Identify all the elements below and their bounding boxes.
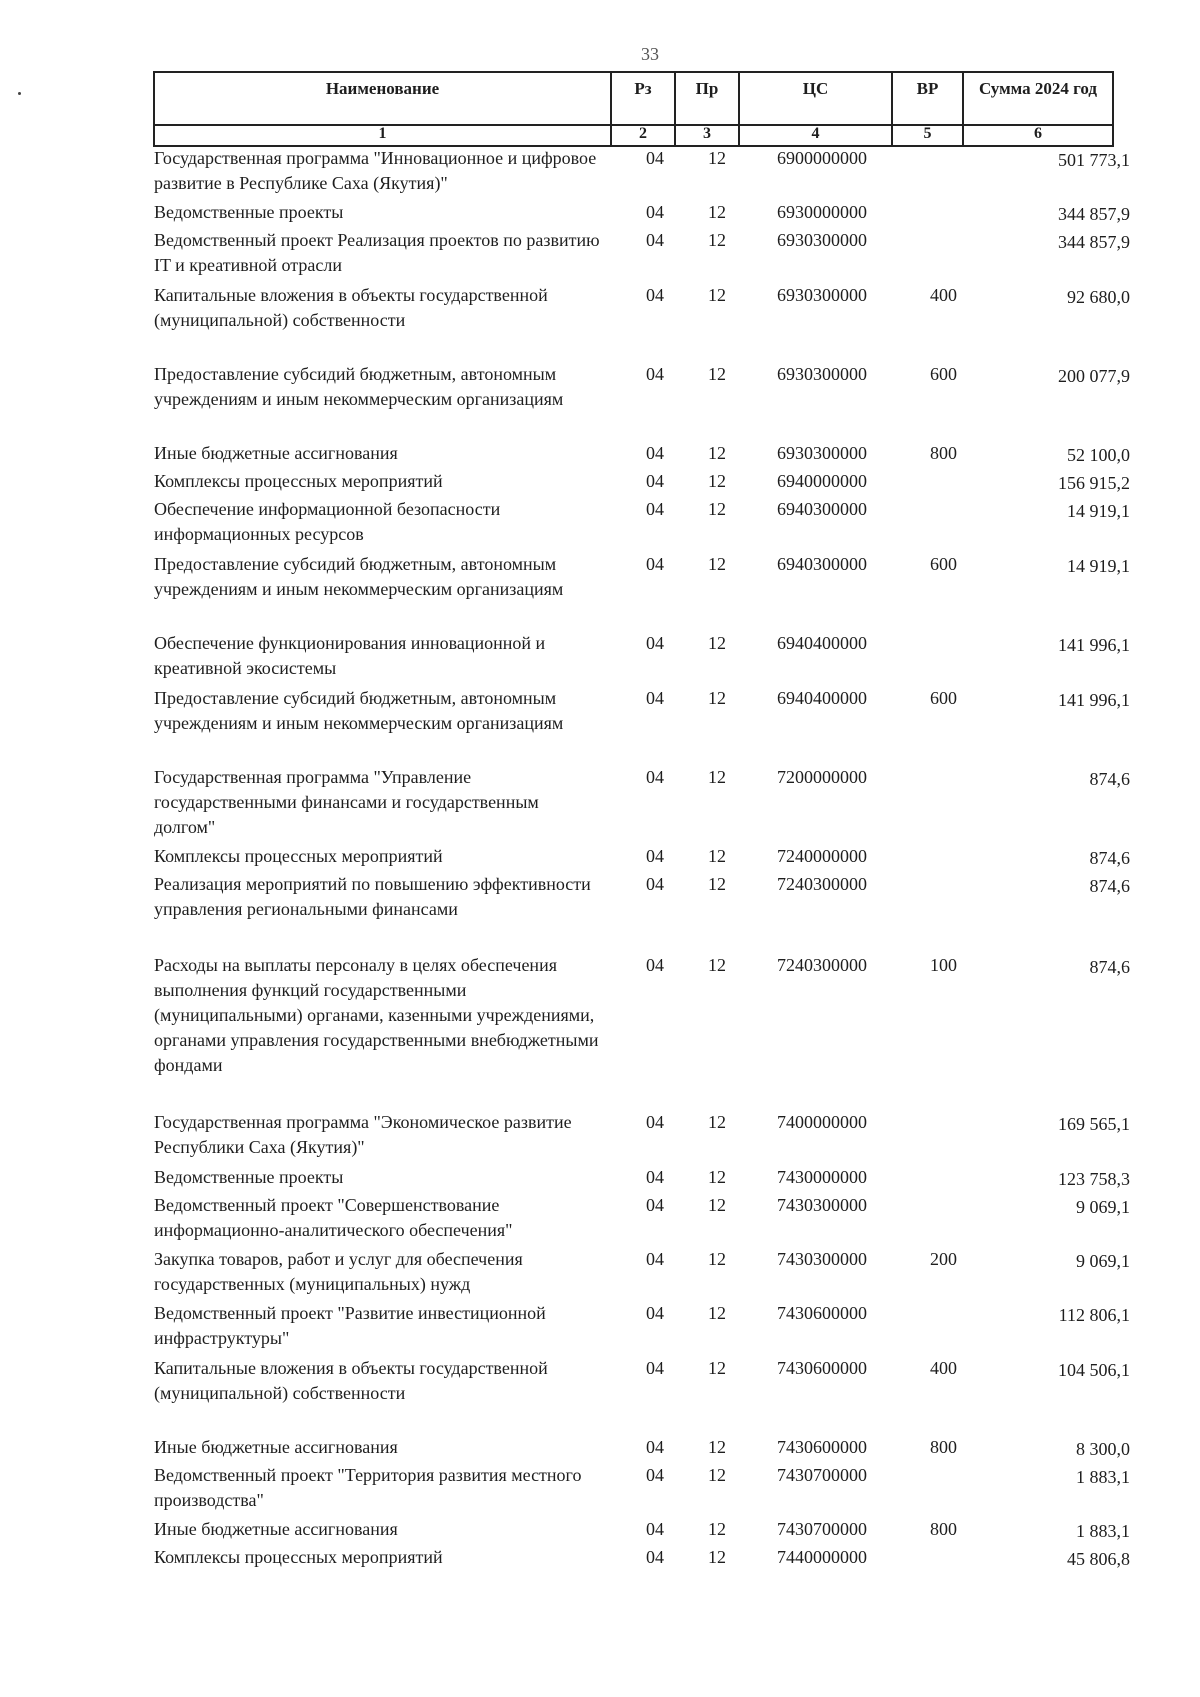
row-cs: 7240300000 <box>777 955 867 975</box>
row-name: Предоставление субсидий бюджетным, автономным учреждениям и иным некоммерческим организациям <box>154 554 564 599</box>
row-rz: 04 <box>646 1167 664 1187</box>
page-number: 33 <box>641 44 659 64</box>
row-sum: 501 773,1 <box>1058 150 1130 170</box>
row-rz: 04 <box>646 767 664 787</box>
row-pr: 12 <box>708 633 726 653</box>
row-rz: 04 <box>646 1303 664 1323</box>
row-name: Реализация мероприятий по повышению эффективности управления региональными финансами <box>154 874 591 919</box>
row-sum: 200 077,9 <box>1058 366 1130 386</box>
row-vr: 400 <box>930 1358 957 1378</box>
row-vr: 400 <box>930 285 957 305</box>
row-pr: 12 <box>708 285 726 305</box>
row-name: Иные бюджетные ассигнования <box>154 443 398 463</box>
row-sum: 141 996,1 <box>1058 635 1130 655</box>
row-pr: 12 <box>708 554 726 574</box>
row-sum: 123 758,3 <box>1058 1169 1130 1189</box>
row-rz: 04 <box>646 874 664 894</box>
row-pr: 12 <box>708 202 726 222</box>
row-vr: 600 <box>930 554 957 574</box>
row-rz: 04 <box>646 688 664 708</box>
row-cs: 7240300000 <box>777 874 867 894</box>
row-rz: 04 <box>646 955 664 975</box>
row-name: Комплексы процессных мероприятий <box>154 471 443 491</box>
row-vr: 800 <box>930 1437 957 1457</box>
row-rz: 04 <box>646 148 664 168</box>
row-cs: 7440000000 <box>777 1547 867 1567</box>
row-rz: 04 <box>646 202 664 222</box>
row-name: Государственная программа "Экономическое развитие Республики Саха (Якутия)" <box>154 1112 572 1157</box>
header-num-6: 6 <box>963 125 1113 146</box>
row-rz: 04 <box>646 846 664 866</box>
row-cs: 6940300000 <box>777 499 867 519</box>
row-rz: 04 <box>646 1195 664 1215</box>
row-vr: 600 <box>930 688 957 708</box>
row-cs: 7430600000 <box>777 1437 867 1457</box>
row-pr: 12 <box>708 1519 726 1539</box>
row-sum: 156 915,2 <box>1058 473 1130 493</box>
row-pr: 12 <box>708 1465 726 1485</box>
row-name: Ведомственный проект Реализация проектов по развитию IT и креативной отрасли <box>154 230 600 275</box>
row-sum: 9 069,1 <box>1076 1251 1130 1271</box>
header-num-5: 5 <box>892 125 963 146</box>
row-cs: 6930300000 <box>777 230 867 250</box>
row-sum: 874,6 <box>1089 848 1130 868</box>
row-rz: 04 <box>646 1519 664 1539</box>
row-name: Капитальные вложения в объекты государственной (муниципальной) собственности <box>154 285 548 330</box>
row-cs: 6940000000 <box>777 471 867 491</box>
row-name: Ведомственные проекты <box>154 202 344 222</box>
row-pr: 12 <box>708 767 726 787</box>
row-sum: 8 300,0 <box>1076 1439 1130 1459</box>
row-name: Капитальные вложения в объекты государственной (муниципальной) собственности <box>154 1358 548 1403</box>
row-cs: 6930300000 <box>777 364 867 384</box>
row-cs: 7430000000 <box>777 1167 867 1187</box>
row-rz: 04 <box>646 554 664 574</box>
row-rz: 04 <box>646 364 664 384</box>
row-cs: 6940400000 <box>777 688 867 708</box>
header-cs: ЦС <box>739 72 892 125</box>
row-cs: 7430600000 <box>777 1303 867 1323</box>
row-rz: 04 <box>646 499 664 519</box>
row-rz: 04 <box>646 1547 664 1567</box>
row-cs: 6930300000 <box>777 443 867 463</box>
header-num-3: 3 <box>675 125 739 146</box>
row-cs: 6940300000 <box>777 554 867 574</box>
row-sum: 1 883,1 <box>1076 1521 1130 1541</box>
header-pr: Пр <box>675 72 739 125</box>
row-name: Ведомственный проект "Совершенствование информационно-аналитического обеспечения" <box>154 1195 513 1240</box>
row-pr: 12 <box>708 874 726 894</box>
row-cs: 7430700000 <box>777 1465 867 1485</box>
row-cs: 7400000000 <box>777 1112 867 1132</box>
row-vr: 800 <box>930 443 957 463</box>
row-rz: 04 <box>646 1249 664 1269</box>
row-cs: 7430600000 <box>777 1358 867 1378</box>
row-pr: 12 <box>708 846 726 866</box>
row-pr: 12 <box>708 688 726 708</box>
row-pr: 12 <box>708 364 726 384</box>
row-vr: 800 <box>930 1519 957 1539</box>
row-rz: 04 <box>646 1358 664 1378</box>
row-pr: 12 <box>708 1303 726 1323</box>
row-rz: 04 <box>646 230 664 250</box>
header-num-4: 4 <box>739 125 892 146</box>
row-name: Расходы на выплаты персоналу в целях обеспечения выполнения функций государственными (муниципальными) органами, казенными учреждениями, органами управления государственными внебюджетными фондами <box>154 955 599 1075</box>
row-pr: 12 <box>708 471 726 491</box>
row-cs: 6900000000 <box>777 148 867 168</box>
row-sum: 112 806,1 <box>1058 1305 1130 1325</box>
row-pr: 12 <box>708 1547 726 1567</box>
row-pr: 12 <box>708 1249 726 1269</box>
row-sum: 874,6 <box>1089 876 1130 896</box>
row-cs: 6930000000 <box>777 202 867 222</box>
row-sum: 104 506,1 <box>1058 1360 1130 1380</box>
row-name: Предоставление субсидий бюджетным, автономным учреждениям и иным некоммерческим организациям <box>154 688 564 733</box>
row-cs: 7430300000 <box>777 1195 867 1215</box>
row-pr: 12 <box>708 230 726 250</box>
row-cs: 7430300000 <box>777 1249 867 1269</box>
row-name: Комплексы процессных мероприятий <box>154 846 443 866</box>
row-sum: 14 919,1 <box>1067 556 1130 576</box>
row-pr: 12 <box>708 499 726 519</box>
row-sum: 14 919,1 <box>1067 501 1130 521</box>
header-name: Наименование <box>154 72 611 125</box>
header-sum: Сумма 2024 год <box>963 72 1113 125</box>
row-pr: 12 <box>708 1358 726 1378</box>
row-name: Ведомственный проект "Территория развития местного производства" <box>154 1465 582 1510</box>
row-sum: 874,6 <box>1089 769 1130 789</box>
row-sum: 344 857,9 <box>1058 204 1130 224</box>
row-pr: 12 <box>708 1195 726 1215</box>
row-name: Закупка товаров, работ и услуг для обеспечения государственных (муниципальных) нужд <box>154 1249 523 1294</box>
row-vr: 600 <box>930 364 957 384</box>
row-pr: 12 <box>708 1167 726 1187</box>
row-rz: 04 <box>646 471 664 491</box>
row-name: Предоставление субсидий бюджетным, автономным учреждениям и иным некоммерческим организациям <box>154 364 564 409</box>
row-sum: 9 069,1 <box>1076 1197 1130 1217</box>
header-num-2: 2 <box>611 125 675 146</box>
header-vr: ВР <box>892 72 963 125</box>
header-rz: Рз <box>611 72 675 125</box>
row-sum: 92 680,0 <box>1067 287 1130 307</box>
row-pr: 12 <box>708 148 726 168</box>
header-num-1: 1 <box>154 125 611 146</box>
row-name: Иные бюджетные ассигнования <box>154 1437 398 1457</box>
row-name: Государственная программа "Инновационное и цифровое развитие в Республике Саха (Якутия)" <box>154 148 597 193</box>
row-rz: 04 <box>646 1112 664 1132</box>
row-sum: 169 565,1 <box>1058 1114 1130 1134</box>
row-sum: 141 996,1 <box>1058 690 1130 710</box>
row-rz: 04 <box>646 633 664 653</box>
row-name: Ведомственный проект "Развитие инвестиционной инфраструктуры" <box>154 1303 546 1348</box>
row-name: Государственная программа "Управление государственными финансами и государственным долгом" <box>154 767 539 837</box>
row-sum: 45 806,8 <box>1067 1549 1130 1569</box>
row-sum: 874,6 <box>1089 957 1130 977</box>
row-name: Комплексы процессных мероприятий <box>154 1547 443 1567</box>
row-cs: 7200000000 <box>777 767 867 787</box>
row-sum: 344 857,9 <box>1058 232 1130 252</box>
row-vr: 100 <box>930 955 957 975</box>
row-rz: 04 <box>646 285 664 305</box>
row-pr: 12 <box>708 955 726 975</box>
row-sum: 52 100,0 <box>1067 445 1130 465</box>
row-name: Обеспечение функционирования инновационной и креативной экосистемы <box>154 633 546 678</box>
row-rz: 04 <box>646 1465 664 1485</box>
row-cs: 6940400000 <box>777 633 867 653</box>
row-cs: 7240000000 <box>777 846 867 866</box>
row-pr: 12 <box>708 1112 726 1132</box>
row-pr: 12 <box>708 443 726 463</box>
row-vr: 200 <box>930 1249 957 1269</box>
row-pr: 12 <box>708 1437 726 1457</box>
row-name: Ведомственные проекты <box>154 1167 344 1187</box>
row-rz: 04 <box>646 443 664 463</box>
row-name: Иные бюджетные ассигнования <box>154 1519 398 1539</box>
row-cs: 7430700000 <box>777 1519 867 1539</box>
row-sum: 1 883,1 <box>1076 1467 1130 1487</box>
row-cs: 6930300000 <box>777 285 867 305</box>
row-rz: 04 <box>646 1437 664 1457</box>
row-name: Обеспечение информационной безопасности информационных ресурсов <box>154 499 501 544</box>
